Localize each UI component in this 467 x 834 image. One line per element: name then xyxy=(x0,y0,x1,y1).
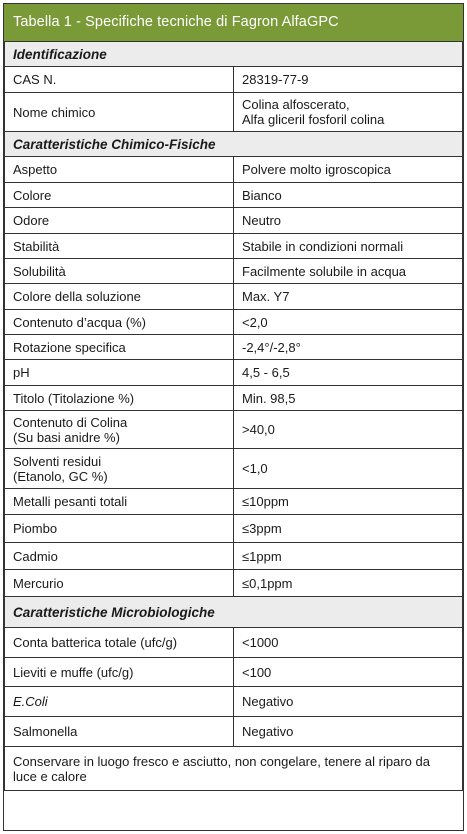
table-row xyxy=(5,208,463,234)
row-label: Nome chimico xyxy=(5,93,234,132)
section-heading-row xyxy=(5,42,463,67)
row-label: Conta batterica totale (ufc/g) xyxy=(5,628,234,658)
row-value: Negativo xyxy=(234,687,463,717)
row-value: ≤3ppm xyxy=(234,515,463,543)
row-label: Stabilità xyxy=(5,234,234,259)
row-value: Polvere molto igroscopica xyxy=(234,157,463,183)
row-value: <100 xyxy=(234,658,463,687)
row-value: Max. Y7 xyxy=(234,284,463,310)
row-value: Neutro xyxy=(234,208,463,234)
row-label: Colore della soluzione xyxy=(5,284,234,310)
table-row xyxy=(5,284,463,310)
row-label: E.Coli xyxy=(5,687,234,717)
table-row xyxy=(5,717,463,747)
row-value: Colina alfoscerato, Alfa gliceril fosforil colina xyxy=(234,93,463,132)
row-value: <2,0 xyxy=(234,310,463,335)
table-row xyxy=(5,310,463,335)
row-value: <1000 xyxy=(234,628,463,658)
row-label: Rotazione specifica xyxy=(5,335,234,360)
table-row xyxy=(5,93,463,132)
row-label: Contenuto d’acqua (%) xyxy=(5,310,234,335)
row-label: Odore xyxy=(5,208,234,234)
row-label: Cadmio xyxy=(5,543,234,570)
row-value: ≤10ppm xyxy=(234,489,463,515)
row-label: pH xyxy=(5,360,234,386)
section-heading-row xyxy=(5,597,463,628)
row-label: Contenuto di Colina (Su basi anidre %) xyxy=(5,411,234,449)
row-label: Metalli pesanti totali xyxy=(5,489,234,515)
table-row xyxy=(5,411,463,449)
row-label: Solventi residui (Etanolo, GC %) xyxy=(5,449,234,489)
section-heading-row xyxy=(5,132,463,157)
table-row xyxy=(5,515,463,543)
row-value: 4,5 - 6,5 xyxy=(234,360,463,386)
row-label: Aspetto xyxy=(5,157,234,183)
table-row xyxy=(5,449,463,489)
row-label: Solubilità xyxy=(5,259,234,284)
row-value: 28319-77-9 xyxy=(234,67,463,93)
footer-row xyxy=(5,747,463,791)
table-row xyxy=(5,628,463,658)
row-label: CAS N. xyxy=(5,67,234,93)
row-value: -2,4°/-2,8° xyxy=(234,335,463,360)
spec-table xyxy=(4,41,463,791)
table-row xyxy=(5,543,463,570)
table-row xyxy=(5,335,463,360)
row-value: <1,0 xyxy=(234,449,463,489)
row-value: ≤0,1ppm xyxy=(234,570,463,597)
table-row xyxy=(5,67,463,93)
row-label: Piombo xyxy=(5,515,234,543)
section-heading: Caratteristiche Microbiologiche xyxy=(5,597,463,628)
row-label: Colore xyxy=(5,183,234,208)
row-label: Salmonella xyxy=(5,717,234,747)
table-row xyxy=(5,183,463,208)
row-label: Titolo (Titolazione %) xyxy=(5,386,234,411)
spec-table-container xyxy=(3,3,464,831)
table-row xyxy=(5,234,463,259)
table-row xyxy=(5,570,463,597)
table-row xyxy=(5,259,463,284)
row-value: ≤1ppm xyxy=(234,543,463,570)
row-value: Min. 98,5 xyxy=(234,386,463,411)
row-value: Stabile in condizioni normali xyxy=(234,234,463,259)
section-heading: Caratteristiche Chimico-Fisiche xyxy=(5,132,463,157)
table-row xyxy=(5,360,463,386)
table-title: Tabella 1 - Specifiche tecniche di Fagron AlfaGPC xyxy=(4,4,463,41)
table-row xyxy=(5,658,463,687)
table-row xyxy=(5,386,463,411)
table-row xyxy=(5,687,463,717)
row-value: Bianco xyxy=(234,183,463,208)
table-row xyxy=(5,157,463,183)
row-value: >40,0 xyxy=(234,411,463,449)
row-label: Mercurio xyxy=(5,570,234,597)
row-value: Facilmente solubile in acqua xyxy=(234,259,463,284)
row-value: Negativo xyxy=(234,717,463,747)
row-label: Lieviti e muffe (ufc/g) xyxy=(5,658,234,687)
storage-note: Conservare in luogo fresco e asciutto, non congelare, tenere al riparo da luce e calore xyxy=(5,747,463,791)
section-heading: Identificazione xyxy=(5,42,463,67)
table-row xyxy=(5,489,463,515)
